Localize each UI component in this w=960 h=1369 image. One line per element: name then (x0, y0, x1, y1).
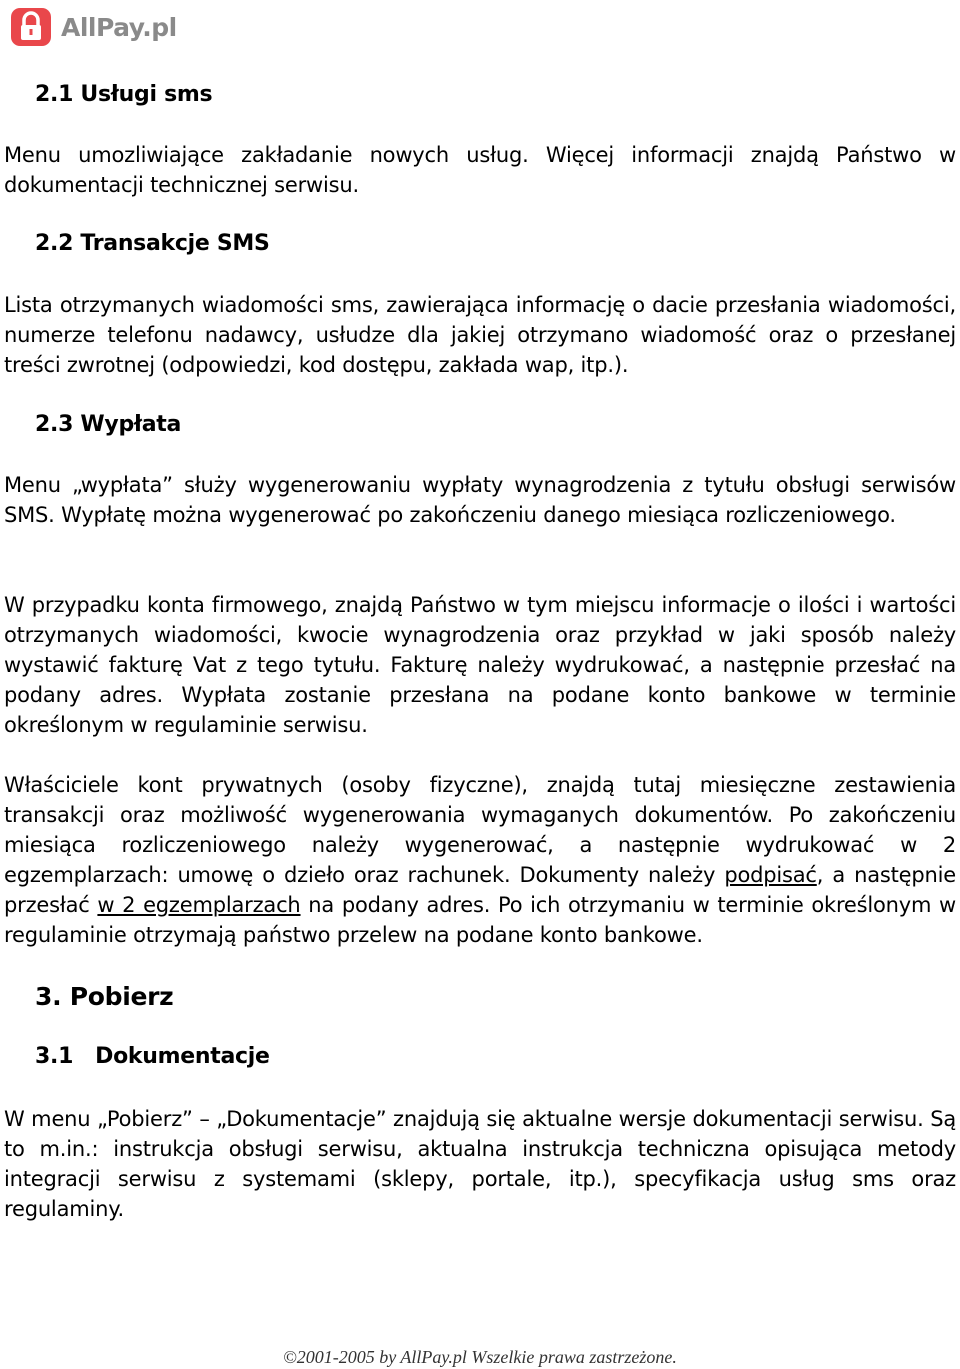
paragraph-2-3-a: Menu „wypłata” służy wygenerowaniu wypłaty wynagrodzenia z tytułu obsługi serwisów SMS. Wypłatę można wygenerować po zakończeniu danego miesiąca rozliczeniowego. (4, 473, 956, 527)
section-title-3-1: 3.1 Dokumentacje (35, 1044, 270, 1069)
section-title-2-3: 2.3 Wypłata (35, 412, 182, 437)
paragraph-2-2: Lista otrzymanych wiadomości sms, zawierająca informację o dacie przesłania wiadomości, numerze telefonu nadawcy, usłudze dla jakiej otrzymano wiadomość oraz o przesłanej treści zwrotnej (odpowiedzi, kod dostępu, zakłada wap, itp.). (4, 293, 956, 377)
paragraph-2-1: Menu umozliwiające zakładanie nowych usług. Więcej informacji znajdą Państwo w dokumentacji technicznej serwisu. (4, 143, 956, 197)
paragraph-3-1: W menu „Pobierz” – „Dokumentacje” znajdują się aktualne wersje dokumentacji serwisu. Są to m.in.: instrukcja obsługi serwisu, aktualna instrukcja techniczna opisująca metody integracji serwisu z systemami (sklepy, portale, itp.), specyfikacja usług sms oraz regulaminy. (4, 1107, 956, 1221)
lock-icon (9, 6, 53, 48)
paragraph-2-3-b: W przypadku konta firmowego, znajdą Państwo w tym miejscu informacje o ilości i wartości otrzymanych wiadomości, kwocie wynagrodzenia oraz przykład w jaki sposób należy wystawić fakturę Vat z tego tytułu. Fakturę należy wydrukować, a następnie przesłać na podany adres. Wypłata zostanie przesłana na podane konto bankowe w terminie określonym w regulaminie serwisu. (4, 593, 956, 737)
paragraph-2-3-c (4, 770, 956, 950)
paragraph-text: , a następnie przesłać (4, 863, 956, 917)
section-title-2-1: 2.1 Usługi sms (35, 82, 213, 107)
sign-link[interactable]: podpisać (724, 863, 817, 887)
section-title-3: 3. Pobierz (35, 982, 174, 1011)
paragraph-text: na podany adres. Po ich otrzymaniu w terminie określonym w regulaminie otrzymają państwo przelew na podane konto bankowe. (4, 893, 956, 947)
paragraph-text: Właściciele kont prywatnych (osoby fizyczne), znajdą tutaj miesięczne zestawienia transakcji oraz możliwość wygenerowania wymaganych dokumentów. Po zakończeniu miesiąca rozliczeniowego należy wygenerować, a następnie wydrukować w 2 egzemplarzach: umowę o dzieło oraz rachunek. Dokumenty należy (4, 773, 956, 887)
section-title-2-2: 2.2 Transakcje SMS (35, 231, 270, 256)
allpay-logo (9, 6, 177, 48)
logo-text: AllPay.pl (61, 12, 177, 42)
footer-copyright: ©2001-2005 by AllPay.pl Wszelkie prawa zastrzeżone. (283, 1347, 677, 1367)
copies-link[interactable]: w 2 egzemplarzach (97, 893, 301, 917)
